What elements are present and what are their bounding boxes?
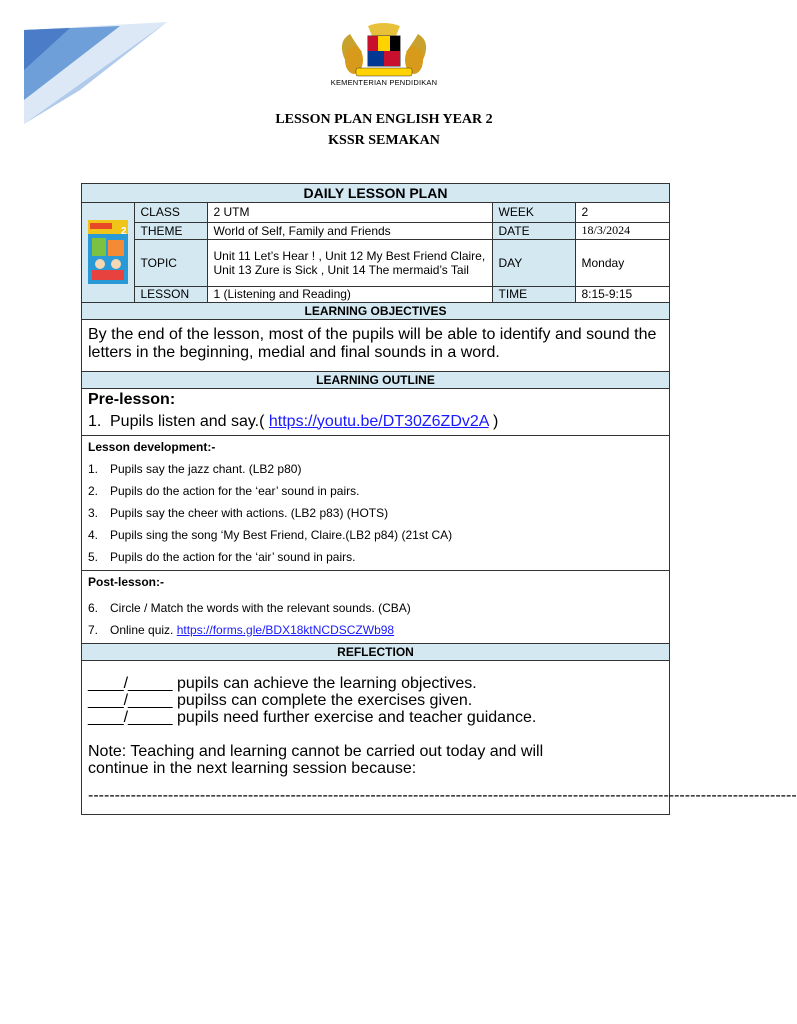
- list-item: 1. Pupils listen and say.( https://youtu.be/DT30Z6ZDv2A ): [88, 412, 499, 430]
- plan-heading: DAILY LESSON PLAN: [82, 184, 669, 203]
- date-value: 18/3/2024: [575, 222, 669, 239]
- post-lesson-section: [82, 570, 669, 643]
- week-label: WEEK: [492, 203, 575, 222]
- development-heading: Lesson development:-: [88, 439, 216, 454]
- reflection-line: ____/_____ pupils need further exercise and teacher guidance.: [88, 708, 537, 726]
- document-title: LESSON PLAN ENGLISH YEAR 2: [275, 112, 493, 127]
- list-item: 1. Pupils say the jazz chant. (LB2 p80): [88, 461, 302, 476]
- lesson-value: 1 (Listening and Reading): [207, 286, 492, 302]
- ministry-name: KEMENTERIAN PENDIDIKAN: [330, 78, 438, 87]
- corner-decoration: [0, 0, 180, 130]
- list-item: 7. Online quiz. https://forms.gle/BDX18ktNCDSCZWb98: [88, 622, 395, 637]
- youtube-link[interactable]: https://youtu.be/DT30Z6ZDv2A: [268, 412, 489, 430]
- reflection-heading: REFLECTION: [82, 643, 669, 661]
- post-lesson-heading: Post-lesson:-: [88, 574, 165, 589]
- objectives-heading: LEARNING OBJECTIVES: [82, 303, 669, 320]
- list-item: 2. Pupils do the action for the ‘ear’ sound in pairs.: [88, 483, 360, 498]
- list-item: 4. Pupils sing the song ‘My Best Friend, Claire.(LB2 p84) (21st CA): [88, 527, 453, 542]
- list-item: 3. Pupils say the cheer with actions. (LB2 p83) (HOTS): [88, 505, 389, 520]
- pre-lesson-section: [82, 389, 669, 435]
- week-value: 2: [575, 203, 669, 222]
- textbook-cover: [82, 203, 134, 302]
- textbook-cover-image: [88, 220, 128, 284]
- topic-value: Unit 11 Let’s Hear ! , Unit 12 My Best Friend Claire, Unit 13 Zure is Sick , Unit 14 The mermaid’s Tail: [207, 239, 492, 286]
- reflection-blank-line: -------------------------------------------------------------------------------------------------------------------------------------: [88, 786, 797, 804]
- topic-label: TOPIC: [134, 239, 207, 286]
- list-item: 5. Pupils do the action for the ‘air’ sound in pairs.: [88, 549, 356, 564]
- reflection-line: ____/_____ pupilss can complete the exercises given.: [88, 691, 473, 709]
- reflection-note: continue in the next learning session because:: [88, 759, 417, 777]
- class-value: 2 UTM: [207, 203, 492, 222]
- day-label: DAY: [492, 239, 575, 286]
- lesson-info-table: [82, 203, 669, 303]
- outline-heading: LEARNING OUTLINE: [82, 371, 669, 389]
- daily-lesson-plan: [81, 183, 797, 815]
- quiz-link[interactable]: https://forms.gle/BDX18ktNCDSCZWb98: [176, 622, 395, 637]
- development-section: [82, 435, 669, 570]
- reflection-note: Note: Teaching and learning cannot be carried out today and will: [88, 742, 544, 760]
- time-value: 8:15-9:15: [575, 286, 669, 302]
- objectives-text: By the end of the lesson, most of the pupils will be able to identify and sound the letters in the beginning, medial and final sounds in a word.: [88, 325, 657, 361]
- svg-text:2: 2: [120, 226, 127, 238]
- list-item: 6. Circle / Match the words with the relevant sounds. (CBA): [88, 600, 411, 615]
- pre-lesson-heading: Pre-lesson:: [88, 390, 176, 408]
- day-value: Monday: [575, 239, 669, 286]
- class-label: CLASS: [134, 203, 207, 222]
- time-label: TIME: [492, 286, 575, 302]
- reflection-line: ____/_____ pupils can achieve the learning objectives.: [88, 674, 477, 692]
- lesson-label: LESSON: [134, 286, 207, 302]
- date-label: DATE: [492, 222, 575, 239]
- document-subtitle: KSSR SEMAKAN: [328, 133, 440, 148]
- theme-value: World of Self, Family and Friends: [207, 222, 492, 239]
- theme-label: THEME: [134, 222, 207, 239]
- reflection-section: [82, 661, 797, 814]
